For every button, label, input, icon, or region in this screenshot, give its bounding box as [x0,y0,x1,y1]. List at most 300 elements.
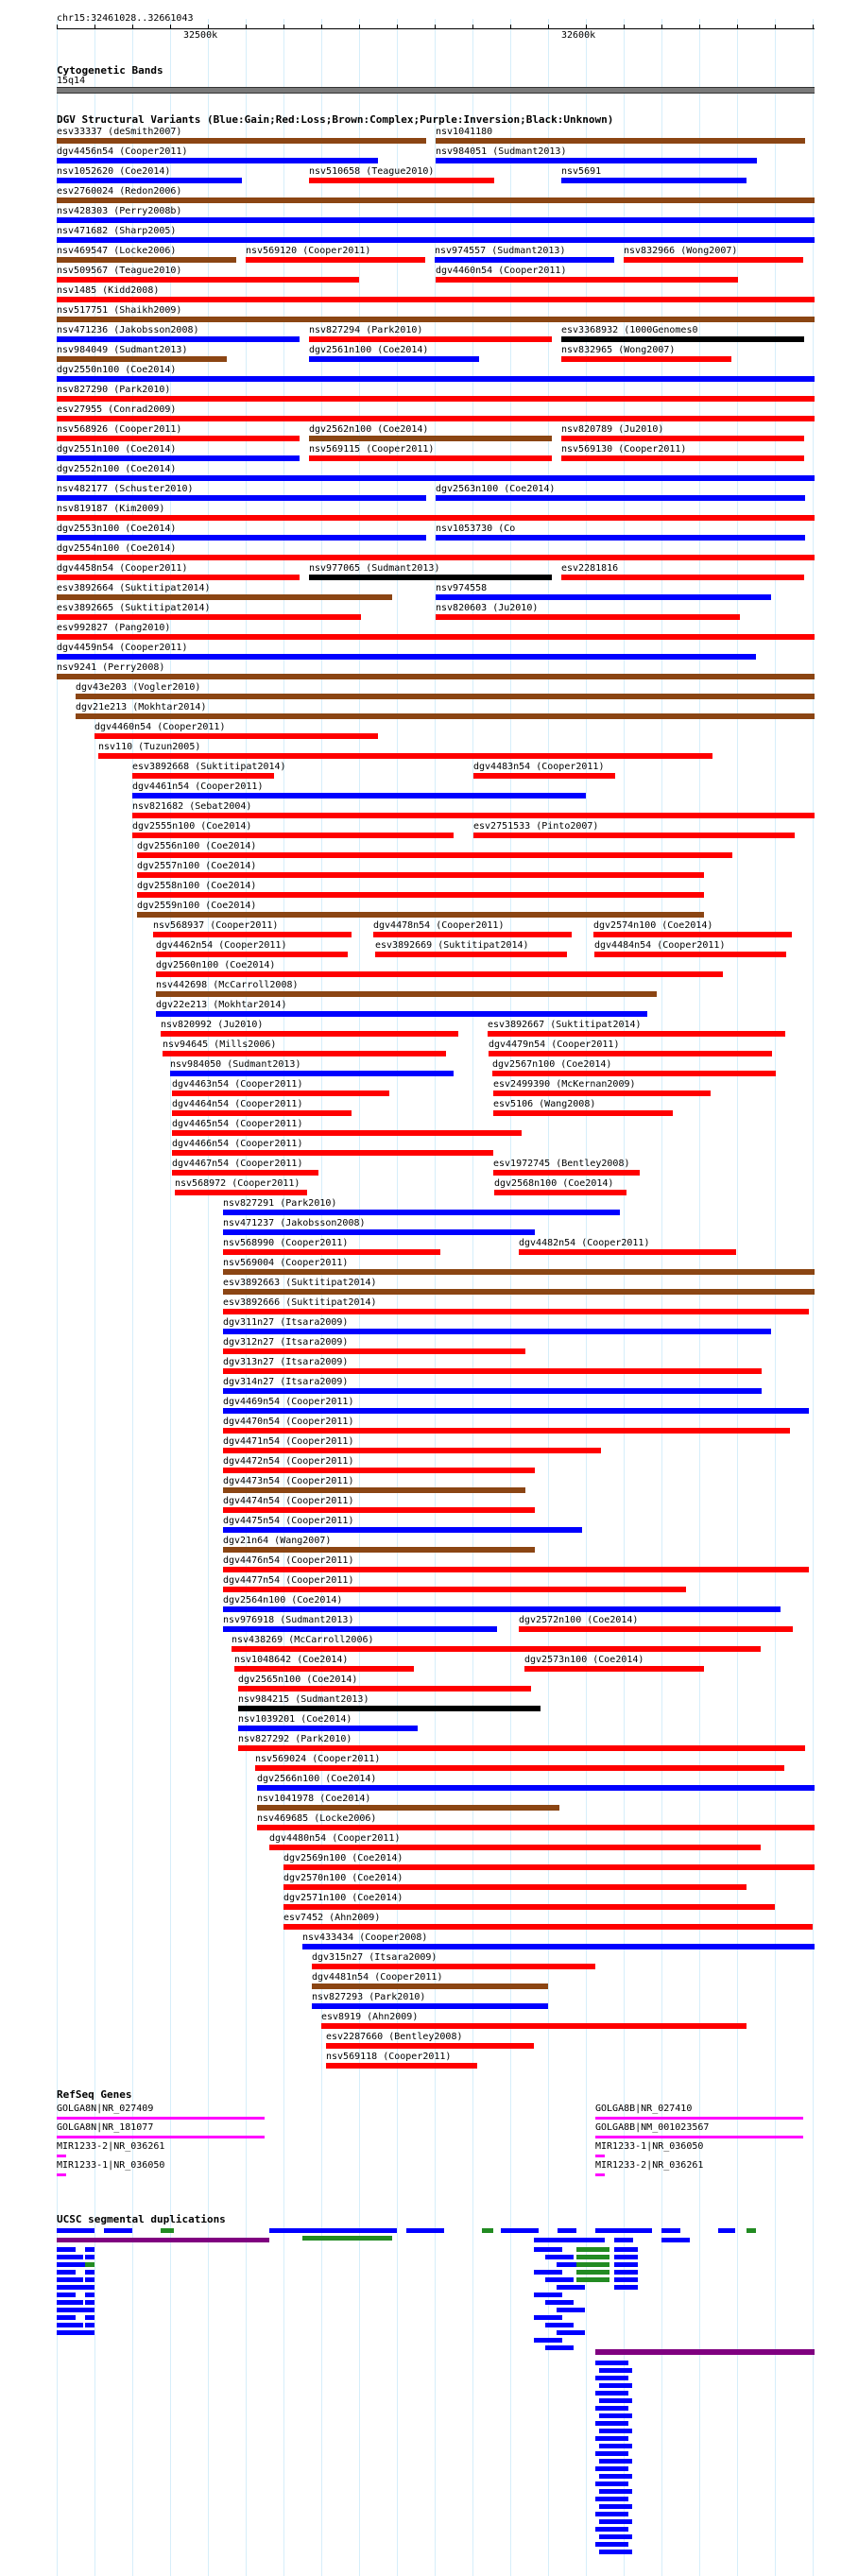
dgv-feature-label[interactable]: esv8919 (Ahn2009) [321,2012,419,2022]
dgv-feature-bar[interactable] [312,1964,595,1969]
dgv-feature-bar[interactable] [232,1646,761,1652]
segdup-block[interactable] [599,2519,632,2524]
dgv-feature-label[interactable]: dgv315n27 (Itsara2009) [312,1952,438,1963]
dgv-feature-bar[interactable] [493,1091,711,1096]
dgv-feature-label[interactable]: nsv569024 (Cooper2011) [255,1754,381,1764]
dgv-feature-bar[interactable] [234,1666,414,1672]
dgv-feature-bar[interactable] [137,872,704,878]
refseq-gene-label[interactable]: MIR1233-1|NR_036050 [595,2141,704,2152]
dgv-feature-bar[interactable] [57,297,815,302]
segdup-block[interactable] [85,2293,94,2297]
segdup-block[interactable] [545,2277,574,2282]
segdup-block[interactable] [595,2482,628,2486]
refseq-gene-bar[interactable] [57,2117,265,2120]
dgv-feature-bar[interactable] [223,1527,582,1533]
dgv-feature-label[interactable]: dgv314n27 (Itsara2009) [223,1377,349,1387]
dgv-feature-bar[interactable] [57,317,815,322]
dgv-feature-bar[interactable] [326,2043,534,2049]
dgv-feature-bar[interactable] [132,773,274,779]
dgv-feature-label[interactable]: nsv568926 (Cooper2011) [57,424,182,435]
dgv-feature-bar[interactable] [223,1229,535,1235]
dgv-feature-label[interactable]: nsv438269 (McCarroll2006) [232,1635,374,1645]
dgv-feature-label[interactable]: nsv482177 (Schuster2010) [57,484,194,494]
segdup-block[interactable] [595,2542,628,2547]
dgv-feature-label[interactable]: nsv110 (Tuzun2005) [98,742,201,752]
dgv-feature-bar[interactable] [57,277,359,283]
dgv-feature-label[interactable]: esv3892664 (Suktitipat2014) [57,583,211,593]
dgv-feature-label[interactable]: dgv2559n100 (Coe2014) [137,901,257,911]
segdup-block[interactable] [595,2361,628,2365]
dgv-feature-label[interactable]: nsv569115 (Cooper2011) [309,444,435,455]
dgv-feature-bar[interactable] [494,1190,626,1195]
dgv-feature-label[interactable]: nsv819187 (Kim2009) [57,504,165,514]
segdup-block[interactable] [57,2270,76,2275]
segdup-block[interactable] [161,2228,174,2233]
dgv-feature-bar[interactable] [309,356,479,362]
dgv-feature-bar[interactable] [223,1428,790,1434]
dgv-feature-label[interactable]: nsv471682 (Sharp2005) [57,226,177,236]
segdup-block[interactable] [599,2534,632,2539]
dgv-feature-label[interactable]: dgv2569n100 (Coe2014) [283,1853,403,1863]
dgv-feature-bar[interactable] [57,555,815,560]
dgv-feature-bar[interactable] [309,575,552,580]
segdup-block[interactable] [557,2285,585,2290]
dgv-feature-label[interactable]: esv3892665 (Suktitipat2014) [57,603,211,613]
dgv-feature-bar[interactable] [172,1150,493,1156]
dgv-feature-label[interactable]: dgv2560n100 (Coe2014) [156,960,276,970]
dgv-feature-label[interactable]: dgv4465n54 (Cooper2011) [172,1119,303,1129]
refseq-gene-label[interactable]: GOLGA8B|NR_027410 [595,2104,693,2114]
segdup-block[interactable] [545,2300,574,2305]
dgv-feature-bar[interactable] [473,773,615,779]
dgv-feature-bar[interactable] [223,1388,762,1394]
dgv-feature-label[interactable]: nsv569130 (Cooper2011) [561,444,687,455]
segdup-block[interactable] [85,2323,94,2327]
dgv-feature-bar[interactable] [57,634,815,640]
segdup-block[interactable] [614,2270,638,2275]
dgv-feature-label[interactable]: dgv2557n100 (Coe2014) [137,861,257,871]
dgv-feature-bar[interactable] [57,535,426,541]
dgv-feature-label[interactable]: nsv5691 [561,166,602,177]
dgv-feature-bar[interactable] [223,1487,525,1493]
dgv-feature-bar[interactable] [257,1785,815,1791]
refseq-gene-bar[interactable] [595,2136,803,2138]
refseq-gene-label[interactable]: GOLGA8B|NM_001023567 [595,2122,710,2133]
dgv-feature-label[interactable]: nsv821682 (Sebat2004) [132,801,252,812]
dgv-feature-bar[interactable] [223,1329,771,1334]
dgv-feature-bar[interactable] [57,594,392,600]
dgv-feature-bar[interactable] [593,932,792,937]
dgv-feature-label[interactable]: nsv974558 [436,583,488,593]
refseq-gene-bar[interactable] [57,2136,265,2138]
dgv-feature-bar[interactable] [57,495,426,501]
refseq-gene-label[interactable]: MIR1233-2|NR_036261 [57,2141,165,2152]
dgv-feature-bar[interactable] [172,1170,318,1176]
dgv-feature-bar[interactable] [172,1130,522,1136]
dgv-feature-label[interactable]: nsv820992 (Ju2010) [161,1020,264,1030]
dgv-feature-label[interactable]: dgv4459n54 (Cooper2011) [57,643,188,653]
dgv-feature-bar[interactable] [223,1468,535,1473]
dgv-feature-bar[interactable] [238,1686,531,1692]
dgv-feature-bar[interactable] [283,1864,815,1870]
dgv-feature-label[interactable]: dgv2564n100 (Coe2014) [223,1595,343,1606]
dgv-feature-bar[interactable] [375,952,567,957]
dgv-feature-bar[interactable] [137,892,704,898]
dgv-feature-label[interactable]: dgv313n27 (Itsara2009) [223,1357,349,1367]
dgv-feature-label[interactable]: dgv4481n54 (Cooper2011) [312,1972,443,1983]
dgv-feature-bar[interactable] [436,495,805,501]
dgv-feature-bar[interactable] [309,336,552,342]
dgv-feature-bar[interactable] [137,912,704,918]
dgv-feature-label[interactable]: esv2499390 (McKernan2009) [493,1079,636,1090]
segdup-block[interactable] [482,2228,493,2233]
dgv-feature-label[interactable]: nsv820789 (Ju2010) [561,424,664,435]
dgv-feature-label[interactable]: dgv4460n54 (Cooper2011) [94,722,226,732]
dgv-feature-label[interactable]: dgv4478n54 (Cooper2011) [373,920,505,931]
dgv-feature-label[interactable]: dgv21e213 (Mokhtar2014) [76,702,207,713]
dgv-feature-bar[interactable] [98,753,712,759]
dgv-feature-bar[interactable] [436,277,738,283]
dgv-feature-bar[interactable] [57,654,756,660]
segdup-block[interactable] [85,2270,94,2275]
dgv-feature-bar[interactable] [223,1507,535,1513]
dgv-feature-label[interactable]: nsv433434 (Cooper2008) [302,1932,428,1943]
dgv-feature-label[interactable]: dgv312n27 (Itsara2009) [223,1337,349,1348]
segdup-block[interactable] [57,2255,83,2259]
dgv-feature-bar[interactable] [57,575,300,580]
dgv-feature-bar[interactable] [170,1071,454,1076]
dgv-feature-label[interactable]: dgv2562n100 (Coe2014) [309,424,429,435]
dgv-feature-label[interactable]: dgv2555n100 (Coe2014) [132,821,252,832]
dgv-feature-bar[interactable] [57,376,815,382]
segdup-block[interactable] [406,2228,444,2233]
segdup-block[interactable] [57,2300,83,2305]
dgv-feature-label[interactable]: dgv2553n100 (Coe2014) [57,524,177,534]
dgv-feature-label[interactable]: esv2751533 (Pinto2007) [473,821,599,832]
segdup-block[interactable] [57,2293,76,2297]
segdup-block[interactable] [614,2247,638,2252]
dgv-feature-label[interactable]: nsv1052620 (Coe2014) [57,166,171,177]
dgv-feature-bar[interactable] [94,733,378,739]
refseq-gene-bar[interactable] [57,2155,66,2157]
dgv-feature-bar[interactable] [223,1606,781,1612]
dgv-feature-bar[interactable] [57,614,361,620]
dgv-feature-label[interactable]: dgv2571n100 (Coe2014) [283,1893,403,1903]
dgv-feature-label[interactable]: nsv471237 (Jakobsson2008) [223,1218,366,1228]
dgv-feature-label[interactable]: nsv984049 (Sudmant2013) [57,345,188,355]
dgv-feature-label[interactable]: nsv510658 (Teague2010) [309,166,435,177]
dgv-feature-bar[interactable] [561,178,747,183]
segdup-block[interactable] [599,2368,632,2373]
dgv-feature-bar[interactable] [57,336,300,342]
dgv-feature-label[interactable]: esv7452 (Ahn2009) [283,1913,381,1923]
dgv-feature-label[interactable]: nsv984050 (Sudmant2013) [170,1059,301,1070]
dgv-feature-bar[interactable] [309,455,552,461]
segdup-block[interactable] [614,2238,633,2242]
dgv-feature-bar[interactable] [153,932,352,937]
dgv-feature-label[interactable]: dgv4483n54 (Cooper2011) [473,762,605,772]
dgv-feature-bar[interactable] [132,833,454,838]
segdup-block[interactable] [558,2228,576,2233]
segdup-block[interactable] [599,2550,632,2554]
segdup-block[interactable] [599,2489,632,2494]
dgv-feature-label[interactable]: esv3892668 (Suktitipat2014) [132,762,286,772]
dgv-feature-label[interactable]: nsv827291 (Park2010) [223,1198,337,1209]
segdup-block[interactable] [599,2474,632,2479]
dgv-feature-bar[interactable] [373,932,572,937]
dgv-feature-bar[interactable] [223,1448,601,1453]
dgv-feature-bar[interactable] [624,257,803,263]
dgv-feature-bar[interactable] [223,1289,815,1295]
dgv-feature-label[interactable]: nsv832965 (Wong2007) [561,345,676,355]
dgv-feature-label[interactable]: dgv4467n54 (Cooper2011) [172,1159,303,1169]
segdup-block[interactable] [718,2228,735,2233]
segdup-block[interactable] [599,2383,632,2388]
segdup-block[interactable] [595,2527,628,2532]
segdup-block[interactable] [595,2497,628,2501]
segdup-block[interactable] [595,2512,628,2516]
dgv-feature-label[interactable]: dgv4469n54 (Cooper2011) [223,1397,354,1407]
dgv-feature-label[interactable]: dgv4484n54 (Cooper2011) [594,940,726,951]
dgv-feature-label[interactable]: dgv4470n54 (Cooper2011) [223,1417,354,1427]
dgv-feature-label[interactable]: dgv2561n100 (Coe2014) [309,345,429,355]
dgv-feature-bar[interactable] [489,1051,772,1056]
dgv-feature-label[interactable]: esv3892663 (Suktitipat2014) [223,1278,377,1288]
dgv-feature-label[interactable]: dgv2565n100 (Coe2014) [238,1674,358,1685]
dgv-feature-label[interactable]: esv3892669 (Suktitipat2014) [375,940,529,951]
segdup-block[interactable] [599,2444,632,2448]
dgv-feature-bar[interactable] [57,396,815,402]
segdup-block[interactable] [595,2391,628,2396]
dgv-feature-label[interactable]: nsv568972 (Cooper2011) [175,1178,300,1189]
dgv-feature-bar[interactable] [57,416,815,421]
segdup-block[interactable] [85,2247,94,2252]
dgv-feature-label[interactable]: dgv4473n54 (Cooper2011) [223,1476,354,1486]
refseq-gene-label[interactable]: MIR1233-1|NR_036050 [57,2160,165,2171]
dgv-feature-bar[interactable] [223,1249,440,1255]
dgv-feature-label[interactable]: dgv2573n100 (Coe2014) [524,1655,644,1665]
segdup-block[interactable] [534,2270,562,2275]
dgv-feature-label[interactable]: nsv1048642 (Coe2014) [234,1655,349,1665]
dgv-feature-bar[interactable] [492,1071,776,1076]
segdup-block[interactable] [85,2330,94,2335]
segdup-block[interactable] [534,2247,562,2252]
dgv-feature-label[interactable]: nsv976918 (Sudmant2013) [223,1615,354,1625]
segdup-block[interactable] [57,2315,76,2320]
segdup-block[interactable] [595,2421,628,2426]
segdup-block[interactable] [534,2238,605,2242]
dgv-feature-label[interactable]: nsv469547 (Locke2006) [57,246,177,256]
segdup-block[interactable] [614,2277,638,2282]
segdup-block[interactable] [599,2398,632,2403]
dgv-feature-label[interactable]: dgv4476n54 (Cooper2011) [223,1555,354,1566]
dgv-feature-label[interactable]: dgv2551n100 (Coe2014) [57,444,177,455]
segdup-block[interactable] [747,2228,756,2233]
dgv-feature-bar[interactable] [57,237,815,243]
segdup-block[interactable] [595,2349,815,2355]
segdup-block[interactable] [85,2315,94,2320]
dgv-feature-label[interactable]: nsv984051 (Sudmant2013) [436,146,567,157]
refseq-gene-label[interactable]: GOLGA8N|NR_027409 [57,2104,154,2114]
dgv-feature-label[interactable]: nsv820603 (Ju2010) [436,603,539,613]
dgv-feature-label[interactable]: esv2281816 [561,563,619,574]
dgv-feature-bar[interactable] [283,1924,813,1930]
segdup-block[interactable] [595,2436,628,2441]
dgv-feature-bar[interactable] [57,674,815,679]
dgv-feature-bar[interactable] [57,197,815,203]
dgv-feature-label[interactable]: dgv2552n100 (Coe2014) [57,464,177,474]
segdup-block[interactable] [302,2236,392,2241]
dgv-feature-bar[interactable] [156,971,723,977]
dgv-feature-bar[interactable] [137,852,732,858]
dgv-feature-label[interactable]: dgv2554n100 (Coe2014) [57,543,177,554]
dgv-feature-label[interactable]: dgv4482n54 (Cooper2011) [519,1238,650,1248]
dgv-feature-label[interactable]: esv3892666 (Suktitipat2014) [223,1297,377,1308]
segdup-block[interactable] [85,2300,94,2305]
dgv-feature-bar[interactable] [156,1011,647,1017]
dgv-feature-label[interactable]: nsv94645 (Mills2006) [163,1039,277,1050]
refseq-gene-bar[interactable] [595,2117,803,2120]
dgv-feature-bar[interactable] [223,1348,525,1354]
dgv-feature-label[interactable]: esv3892667 (Suktitipat2014) [488,1020,642,1030]
dgv-feature-label[interactable]: nsv569004 (Cooper2011) [223,1258,349,1268]
segdup-block[interactable] [595,2451,628,2456]
dgv-feature-bar[interactable] [223,1408,809,1414]
dgv-feature-label[interactable]: dgv4462n54 (Cooper2011) [156,940,287,951]
dgv-feature-bar[interactable] [594,952,786,957]
dgv-feature-bar[interactable] [223,1567,809,1572]
dgv-feature-label[interactable]: nsv471236 (Jakobsson2008) [57,325,199,335]
segdup-block[interactable] [595,2228,652,2233]
dgv-feature-label[interactable]: dgv2563n100 (Coe2014) [436,484,556,494]
dgv-feature-label[interactable]: nsv568990 (Cooper2011) [223,1238,349,1248]
dgv-feature-bar[interactable] [223,1269,815,1275]
segdup-block[interactable] [57,2247,76,2252]
dgv-feature-bar[interactable] [223,1547,535,1553]
segdup-block[interactable] [595,2466,628,2471]
segdup-block[interactable] [576,2247,609,2252]
segdup-block[interactable] [614,2262,638,2267]
dgv-feature-label[interactable]: dgv4458n54 (Cooper2011) [57,563,188,574]
dgv-feature-label[interactable]: nsv469685 (Locke2006) [257,1813,377,1824]
dgv-feature-label[interactable]: esv2287660 (Bentley2008) [326,2032,463,2042]
dgv-feature-label[interactable]: nsv568937 (Cooper2011) [153,920,279,931]
dgv-feature-label[interactable]: nsv1041978 (Coe2014) [257,1794,371,1804]
dgv-feature-label[interactable]: nsv827294 (Park2010) [309,325,423,335]
cytoband-ideogram[interactable] [57,87,815,94]
dgv-feature-label[interactable]: nsv442698 (McCarroll2008) [156,980,299,990]
dgv-feature-bar[interactable] [283,1884,747,1890]
dgv-feature-label[interactable]: dgv2570n100 (Coe2014) [283,1873,403,1883]
segdup-block[interactable] [545,2345,574,2350]
dgv-feature-bar[interactable] [156,991,657,997]
dgv-feature-bar[interactable] [309,436,552,441]
segdup-block[interactable] [57,2238,269,2242]
dgv-feature-bar[interactable] [246,257,425,263]
dgv-feature-label[interactable]: esv33337 (deSmith2007) [57,127,182,137]
segdup-block[interactable] [661,2228,680,2233]
dgv-feature-bar[interactable] [238,1726,418,1731]
segdup-block[interactable] [85,2255,94,2259]
dgv-feature-bar[interactable] [223,1309,809,1314]
dgv-feature-label[interactable]: nsv984215 (Sudmant2013) [238,1694,369,1705]
dgv-feature-bar[interactable] [473,833,795,838]
dgv-feature-bar[interactable] [488,1031,785,1037]
dgv-feature-label[interactable]: dgv4471n54 (Cooper2011) [223,1436,354,1447]
dgv-feature-label[interactable]: nsv428303 (Perry2008b) [57,206,182,216]
refseq-gene-bar[interactable] [57,2173,66,2176]
dgv-feature-bar[interactable] [163,1051,446,1056]
dgv-feature-bar[interactable] [283,1904,775,1910]
segdup-block[interactable] [576,2255,609,2259]
dgv-feature-bar[interactable] [172,1091,389,1096]
segdup-block[interactable] [576,2262,609,2267]
dgv-feature-bar[interactable] [519,1249,736,1255]
dgv-feature-label[interactable]: dgv4474n54 (Cooper2011) [223,1496,354,1506]
dgv-feature-bar[interactable] [223,1368,762,1374]
dgv-feature-bar[interactable] [57,158,378,163]
segdup-block[interactable] [661,2238,690,2242]
dgv-feature-bar[interactable] [57,178,242,183]
segdup-block[interactable] [576,2270,609,2275]
dgv-feature-label[interactable]: nsv9241 (Perry2008) [57,662,165,673]
dgv-feature-bar[interactable] [561,336,804,342]
dgv-feature-bar[interactable] [57,436,300,441]
dgv-feature-bar[interactable] [223,1587,686,1592]
segdup-block[interactable] [545,2255,574,2259]
dgv-feature-label[interactable]: dgv4460n54 (Cooper2011) [436,266,567,276]
dgv-feature-label[interactable]: esv992827 (Pang2010) [57,623,171,633]
dgv-feature-bar[interactable] [309,178,494,183]
dgv-feature-bar[interactable] [172,1110,352,1116]
dgv-feature-bar[interactable] [156,952,348,957]
dgv-feature-label[interactable]: dgv4475n54 (Cooper2011) [223,1516,354,1526]
dgv-feature-bar[interactable] [57,475,815,481]
segdup-block[interactable] [614,2255,638,2259]
dgv-feature-label[interactable]: esv27955 (Conrad2009) [57,404,177,415]
segdup-block[interactable] [104,2228,132,2233]
segdup-block[interactable] [599,2413,632,2418]
segdup-block[interactable] [85,2277,94,2282]
dgv-feature-label[interactable]: dgv2568n100 (Coe2014) [494,1178,614,1189]
dgv-feature-bar[interactable] [269,1845,761,1850]
dgv-feature-label[interactable]: dgv4479n54 (Cooper2011) [489,1039,620,1050]
dgv-feature-bar[interactable] [132,813,815,818]
segdup-block[interactable] [599,2504,632,2509]
refseq-gene-bar[interactable] [595,2155,605,2157]
dgv-feature-label[interactable]: nsv832966 (Wong2007) [624,246,738,256]
dgv-feature-bar[interactable] [312,1984,548,1989]
dgv-feature-bar[interactable] [436,594,771,600]
segdup-block[interactable] [576,2277,609,2282]
dgv-feature-bar[interactable] [223,1210,620,1215]
dgv-feature-label[interactable]: dgv22e213 (Mokhtar2014) [156,1000,287,1010]
segdup-block[interactable] [557,2330,585,2335]
dgv-feature-label[interactable]: nsv977065 (Sudmant2013) [309,563,440,574]
dgv-feature-label[interactable]: dgv2556n100 (Coe2014) [137,841,257,851]
segdup-block[interactable] [534,2315,562,2320]
segdup-block[interactable] [557,2308,585,2312]
segdup-block[interactable] [57,2323,83,2327]
dgv-feature-bar[interactable] [561,575,804,580]
dgv-feature-bar[interactable] [435,257,614,263]
dgv-feature-bar[interactable] [57,257,236,263]
refseq-gene-label[interactable]: GOLGA8N|NR_181077 [57,2122,154,2133]
dgv-feature-label[interactable]: dgv2574n100 (Coe2014) [593,920,713,931]
dgv-feature-bar[interactable] [436,158,757,163]
dgv-feature-bar[interactable] [257,1805,559,1811]
dgv-feature-bar[interactable] [57,515,815,521]
